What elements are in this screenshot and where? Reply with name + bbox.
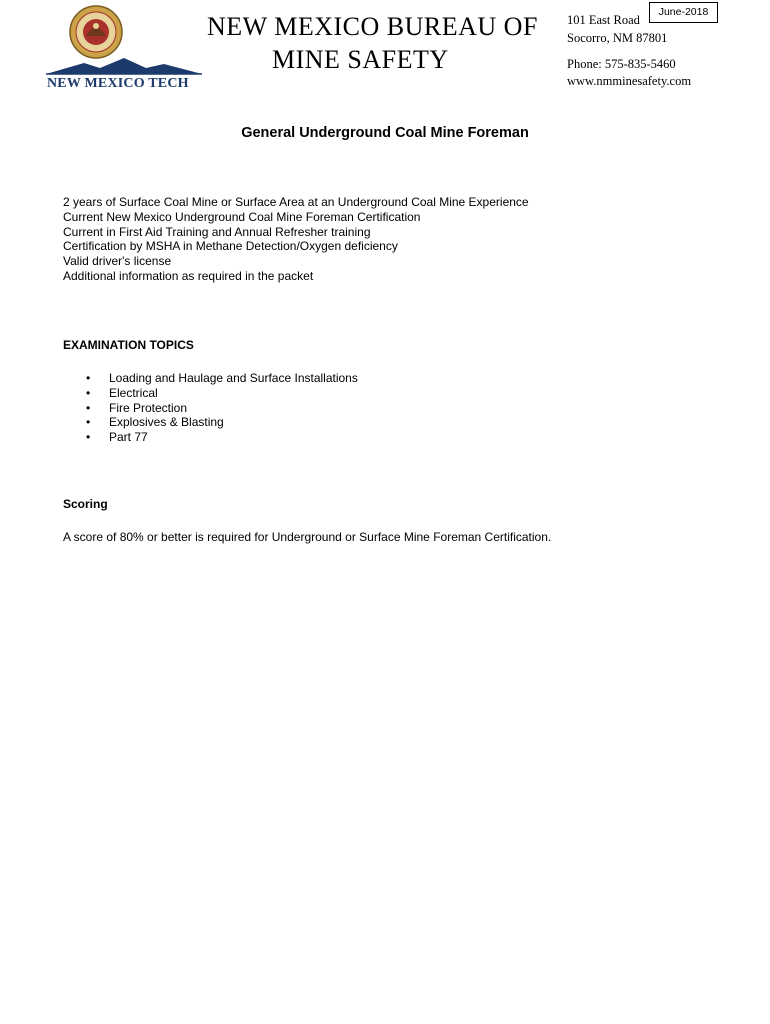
page-title: General Underground Coal Mine Foreman bbox=[241, 125, 529, 141]
logo-text: NEW MEXICO TECH bbox=[47, 76, 189, 91]
requirement-item: Additional information as required in the packet bbox=[63, 268, 314, 283]
bullet-icon: • bbox=[86, 400, 91, 415]
requirement-item: 2 years of Surface Coal Mine or Surface Area at an Underground Coal Mine Experience bbox=[63, 195, 529, 209]
topic-item bbox=[86, 401, 358, 416]
bullet-icon: • bbox=[86, 371, 91, 385]
org-name-line2: MINE SAFETY bbox=[272, 45, 449, 74]
topic-label: Electrical bbox=[109, 385, 158, 400]
bullet-icon: • bbox=[86, 415, 91, 430]
topic-label: Fire Protection bbox=[109, 400, 188, 415]
requirements-list bbox=[63, 195, 529, 284]
scoring-text: A score of 80% or better is required for Underground or Surface Mine Foreman Certification. bbox=[63, 530, 552, 544]
topic-item bbox=[86, 371, 358, 386]
topic-label: Explosives & Blasting bbox=[109, 415, 224, 430]
address-line1: 101 East Road bbox=[567, 13, 640, 27]
topics-heading: EXAMINATION TOPICS bbox=[63, 338, 194, 352]
topic-label: Part 77 bbox=[109, 430, 148, 445]
topic-item bbox=[86, 386, 358, 401]
requirement-item: Current New Mexico Underground Coal Mine Foreman Certification bbox=[63, 209, 421, 224]
bullet-icon: • bbox=[86, 430, 91, 445]
topic-item bbox=[86, 415, 358, 430]
bullet-icon: • bbox=[86, 385, 91, 400]
requirement-item: Certification by MSHA in Methane Detection/Oxygen deficiency bbox=[63, 239, 398, 254]
date-badge: June-2018 bbox=[649, 2, 718, 23]
org-name-line1: NEW MEXICO BUREAU OF bbox=[207, 12, 538, 41]
requirement-item: Valid driver's license bbox=[63, 254, 172, 269]
topics-list bbox=[86, 371, 358, 445]
address-line2: Socorro, NM 87801 bbox=[567, 31, 668, 45]
website: www.nmminesafety.com bbox=[567, 74, 692, 88]
scoring-heading: Scoring bbox=[63, 497, 108, 511]
state-seal-icon bbox=[64, 4, 128, 60]
requirement-item: Current in First Aid Training and Annual Refresher training bbox=[63, 224, 371, 239]
topic-label: Loading and Haulage and Surface Installations bbox=[109, 371, 358, 385]
topic-item bbox=[86, 430, 358, 445]
phone: Phone: 575-835-5460 bbox=[567, 57, 676, 71]
